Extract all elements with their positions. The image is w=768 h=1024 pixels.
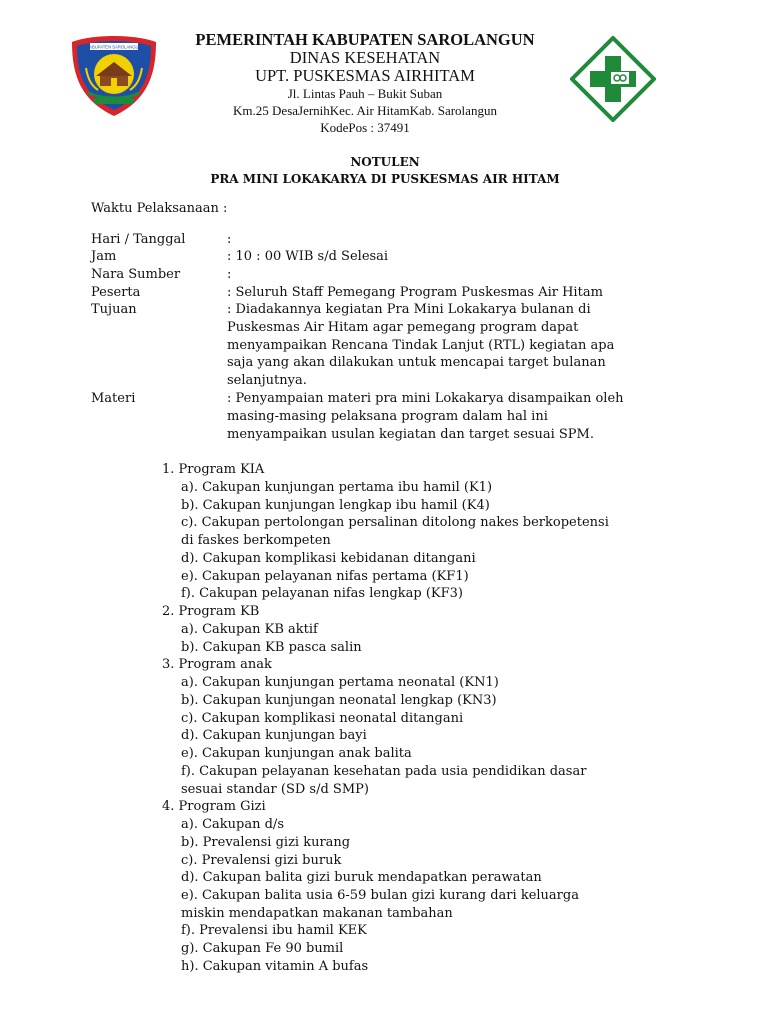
program-item: c). Cakupan komplikasi neonatal ditangani <box>181 711 464 726</box>
field-value-materi-cont: menyampaikan usulan kegiatan dan target sesuai SPM. <box>227 427 594 442</box>
program-item: f). Cakupan pelayanan kesehatan pada usia pendidikan dasar <box>181 764 587 779</box>
letterhead-address-1: Jl. Lintas Pauh – Bukit Suban <box>287 86 443 101</box>
field-value-tujuan-cont: menyampaikan Rencana Tindak Lanjut (RTL) kegiatan apa <box>227 338 615 353</box>
field-value-materi-cont: masing-masing pelaksana program dalam hal ini <box>227 409 548 424</box>
field-value-materi: : Penyampaian materi pra mini Lokakarya disampaikan oleh <box>227 391 624 406</box>
program-item: b). Prevalensi gizi kurang <box>181 835 351 850</box>
document-title: NOTULEN <box>350 155 420 169</box>
program-item: a). Cakupan kunjungan pertama neonatal (KN1) <box>181 675 499 690</box>
program-item: b). Cakupan KB pasca salin <box>181 640 362 655</box>
field-value-tujuan: : Diadakannya kegiatan Pra Mini Lokakarya bulanan di <box>227 302 591 317</box>
program-item: c). Cakupan pertolongan persalinan ditolong nakes berkopetensi <box>181 515 609 530</box>
field-label-tujuan: Tujuan <box>91 302 137 317</box>
program-item: e). Cakupan kunjungan anak balita <box>181 746 412 761</box>
program-heading: 2. Program KB <box>162 604 260 619</box>
program-item: d). Cakupan komplikasi kebidanan ditangani <box>181 551 476 566</box>
program-item: d). Cakupan kunjungan bayi <box>181 728 367 743</box>
program-item: sesuai standar (SD s/d SMP) <box>181 782 369 797</box>
letterhead-agency: DINAS KESEHATAN <box>289 48 441 67</box>
program-item: b). Cakupan kunjungan neonatal lengkap (KN3) <box>181 693 497 708</box>
program-item: c). Prevalensi gizi buruk <box>181 853 342 868</box>
field-value-tujuan-cont: selanjutnya. <box>227 373 307 388</box>
program-item: d). Cakupan balita gizi buruk mendapatkan perawatan <box>181 870 542 885</box>
letterhead-address-2: Km.25 DesaJernihKec. Air HitamKab. Sarolangun <box>233 103 497 118</box>
sarolangun-regency-logo <box>70 34 158 118</box>
program-item: b). Cakupan kunjungan lengkap ibu hamil (K4) <box>181 498 490 513</box>
program-item: miskin mendapatkan makanan tambahan <box>181 906 453 921</box>
puskesmas-logo <box>570 36 656 122</box>
program-heading: 1. Program KIA <box>162 462 265 477</box>
program-item: a). Cakupan kunjungan pertama ibu hamil (K1) <box>181 480 493 495</box>
program-item: di faskes berkompeten <box>181 533 331 548</box>
waktu-label: Waktu Pelaksanaan : <box>91 201 228 216</box>
field-label-peserta: Peserta <box>91 285 141 300</box>
program-item: e). Cakupan pelayanan nifas pertama (KF1) <box>181 569 469 584</box>
document-subtitle: PRA MINI LOKAKARYA DI PUSKESMAS AIR HITAM <box>210 172 560 186</box>
letterhead-government: PEMERINTAH KABUPATEN SAROLANGUN <box>195 30 535 49</box>
program-item: f). Prevalensi ibu hamil KEK <box>181 923 367 938</box>
program-item: a). Cakupan KB aktif <box>181 622 318 637</box>
program-heading: 4. Program Gizi <box>162 799 266 814</box>
field-label-hari: Hari / Tanggal <box>91 232 186 247</box>
program-item: f). Cakupan pelayanan nifas lengkap (KF3) <box>181 586 463 601</box>
letterhead-unit: UPT. PUSKESMAS AIRHITAM <box>255 66 475 85</box>
field-value-tujuan-cont: Puskesmas Air Hitam agar pemegang program dapat <box>227 320 579 335</box>
program-item: a). Cakupan d/s <box>181 817 284 832</box>
field-value-jam: : 10 : 00 WIB s/d Selesai <box>227 249 389 264</box>
field-value-nara-sumber: : <box>227 267 232 282</box>
letterhead-postal-code: KodePos : 37491 <box>320 120 410 135</box>
program-item: h). Cakupan vitamin A bufas <box>181 959 369 974</box>
field-label-jam: Jam <box>91 249 117 264</box>
field-label-materi: Materi <box>91 391 136 406</box>
program-item: g). Cakupan Fe 90 bumil <box>181 941 344 956</box>
field-label-nara-sumber: Nara Sumber <box>91 267 181 282</box>
field-value-peserta: : Seluruh Staff Pemegang Program Puskesmas Air Hitam <box>227 285 603 300</box>
program-heading: 3. Program anak <box>162 657 272 672</box>
logo-banner-text: KABUPATEN SAROLANGUN <box>86 44 142 50</box>
program-item: e). Cakupan balita usia 6-59 bulan gizi kurang dari keluarga <box>181 888 579 903</box>
field-value-tujuan-cont: saja yang akan dilakukan untuk mencapai target bulanan <box>227 355 606 370</box>
field-value-hari: : <box>227 232 232 247</box>
